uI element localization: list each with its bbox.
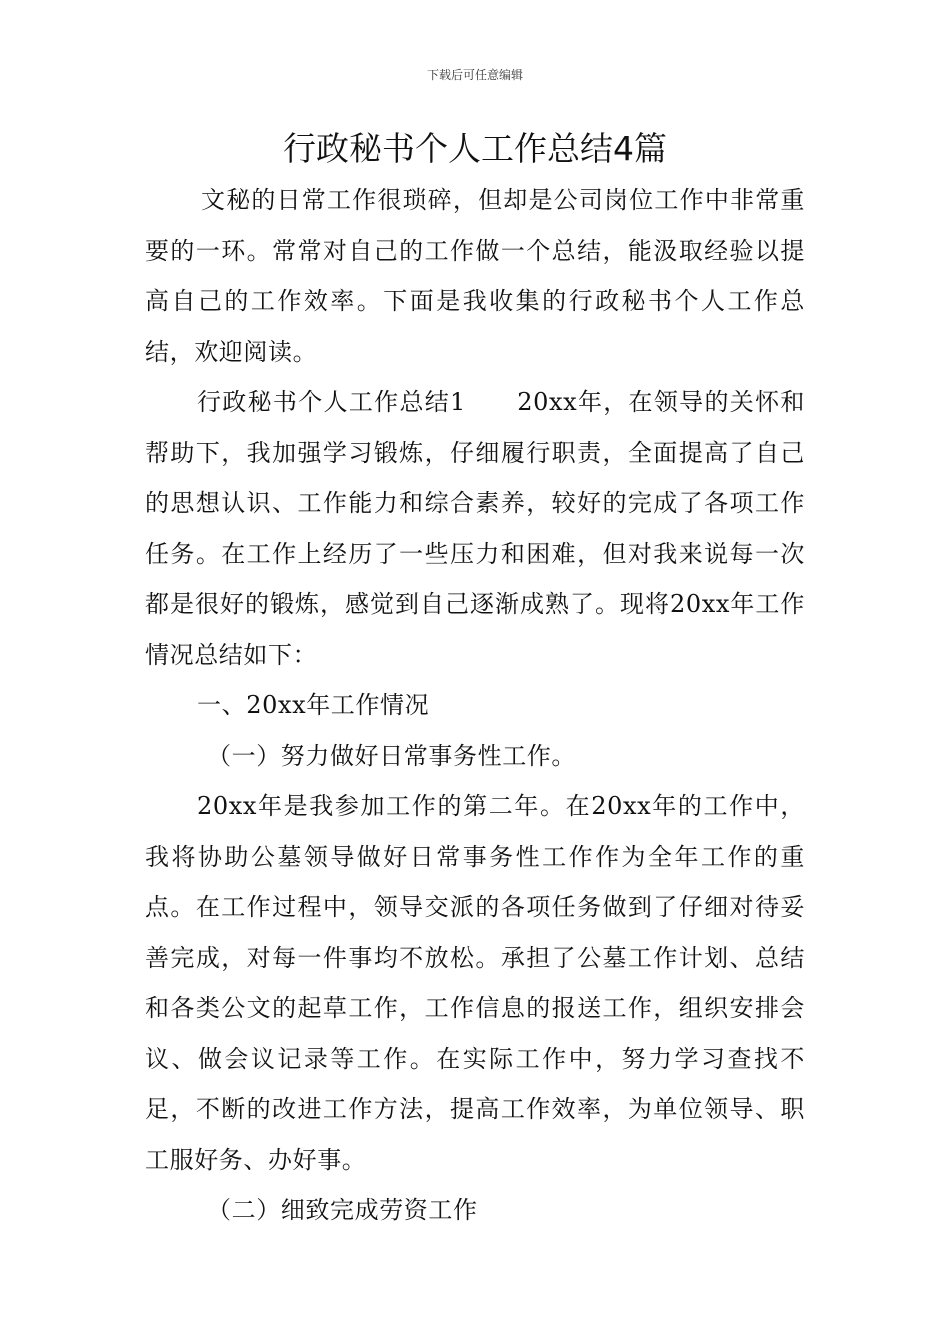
document-body	[145, 175, 805, 1236]
summary-1-paragraph: 行政秘书个人工作总结1 20xx年，在领导的关怀和帮助下，我加强学习锻炼，仔细履行职责，全面提高了自己的思想认识、工作能力和综合素养，较好的完成了各项工作任务。在工作上经历了一些压力和困难，但对我来说每一次都是很好的锻炼，感觉到自己逐渐成熟了。现将20xx年工作情况总结如下：	[145, 388, 805, 669]
subsection-heading-2: （二）细致完成劳资工作	[207, 1196, 478, 1224]
intro-paragraph: 文秘的日常工作很琐碎，但却是公司岗位工作中非常重要的一环。常常对自己的工作做一个总结，能汲取经验以提高自己的工作效率。下面是我收集的行政秘书个人工作总结，欢迎阅读。	[145, 186, 805, 366]
page-header-note: 下载后可任意编辑	[426, 68, 523, 82]
work-paragraph: 20xx年是我参加工作的第二年。在20xx年的工作中，我将协助公墓领导做好日常事务性工作作为全年工作的重点。在工作过程中，领导交派的各项任务做到了仔细对待妥善完成，对每一件事均不放松。承担了公墓工作计划、总结和各类公文的起草工作，工作信息的报送工作，组织安排会议、做会议记录等工作。在实际工作中，努力学习查找不足，不断的改进工作方法，提高工作效率，为单位领导、职工服好务、办好事。	[145, 792, 805, 1174]
document-title: 行政秘书个人工作总结4篇	[283, 129, 667, 168]
section-heading-1: 一、20xx年工作情况	[197, 691, 430, 719]
subsection-heading-1: （一）努力做好日常事务性工作。	[207, 741, 576, 770]
